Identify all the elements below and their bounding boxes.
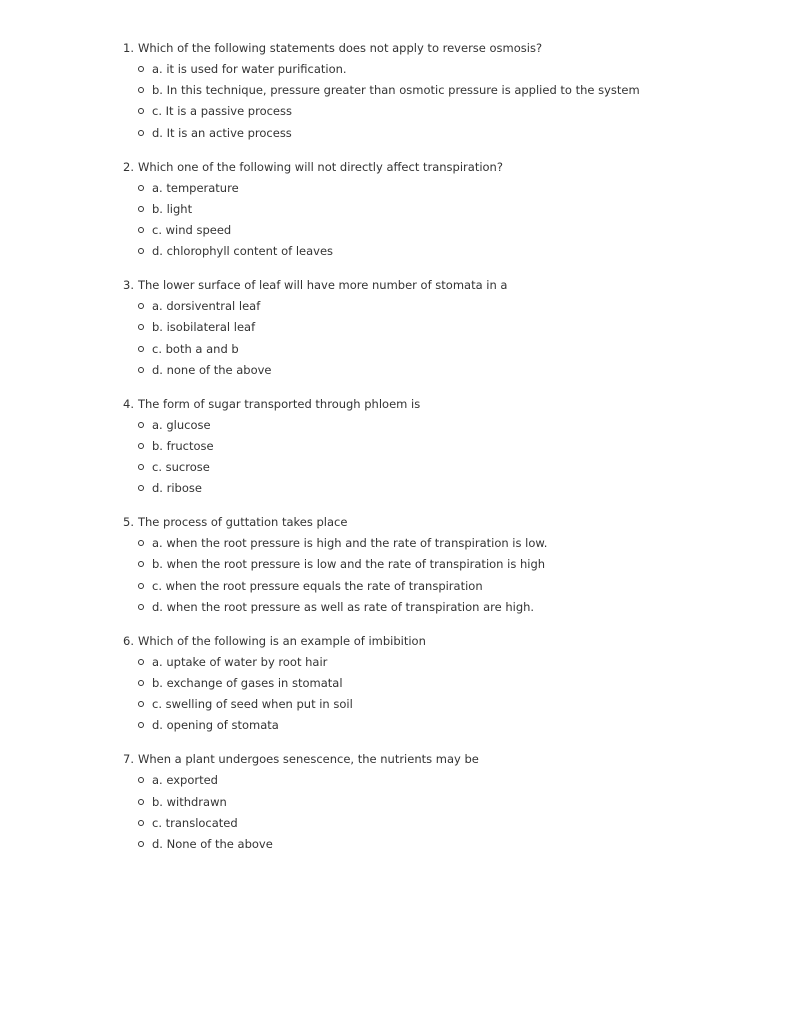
circle-bullet-icon (138, 799, 144, 805)
option-d (123, 362, 763, 378)
circle-bullet-icon (138, 722, 144, 728)
option-c (123, 578, 763, 594)
option-b (123, 201, 763, 217)
question-number: 1. (123, 41, 134, 55)
option-c (123, 696, 763, 712)
options-list (123, 535, 763, 615)
circle-bullet-icon (138, 130, 144, 136)
question-number: 5. (123, 515, 134, 530)
option-text: c. sucrose (152, 460, 210, 475)
circle-bullet-icon (138, 561, 144, 567)
option-text: d. opening of stomata (152, 718, 279, 733)
option-d (123, 125, 763, 141)
option-c (123, 341, 763, 357)
question-4 (123, 396, 763, 497)
circle-bullet-icon (138, 324, 144, 330)
circle-bullet-icon (138, 604, 144, 610)
question-list (123, 40, 763, 870)
question-heading (123, 633, 763, 649)
option-text: a. glucose (152, 417, 211, 432)
circle-bullet-icon (138, 206, 144, 212)
question-text: The process of guttation takes place (137, 515, 348, 530)
option-text: a. temperature (152, 180, 239, 195)
option-text: d. none of the above (152, 362, 272, 377)
option-b (123, 319, 763, 335)
circle-bullet-icon (138, 346, 144, 352)
question-2 (123, 159, 763, 260)
options-list (123, 772, 763, 852)
circle-bullet-icon (138, 443, 144, 449)
option-d (123, 836, 763, 852)
circle-bullet-icon (138, 422, 144, 428)
option-text: d. It is an active process (152, 125, 292, 140)
circle-bullet-icon (138, 841, 144, 847)
question-7 (123, 751, 763, 852)
option-text: b. when the root pressure is low and the rate of transpiration is high (152, 557, 546, 572)
option-text: b. exchange of gases in stomatal (152, 676, 343, 690)
circle-bullet-icon (138, 583, 144, 589)
option-a (123, 417, 763, 433)
option-c (123, 815, 763, 831)
question-text: The form of sugar transported through phloem is (137, 396, 421, 411)
option-text: d. ribose (152, 481, 202, 496)
option-a (123, 772, 763, 788)
circle-bullet-icon (138, 87, 144, 93)
question-heading (123, 40, 763, 56)
options-list (123, 180, 763, 260)
circle-bullet-icon (138, 303, 144, 309)
option-b (123, 556, 763, 572)
circle-bullet-icon (138, 777, 144, 783)
circle-bullet-icon (138, 540, 144, 546)
circle-bullet-icon (138, 680, 144, 686)
question-heading (123, 751, 763, 767)
option-text: b. withdrawn (152, 794, 227, 809)
option-b (123, 82, 763, 98)
option-text: a. it is used for water purification. (152, 62, 347, 76)
question-1 (123, 40, 763, 141)
question-heading (123, 514, 763, 530)
option-text: a. when the root pressure is high and the rate of transpiration is low. (152, 536, 548, 551)
option-d (123, 480, 763, 496)
circle-bullet-icon (138, 820, 144, 826)
options-list (123, 298, 763, 378)
question-number: 4. (123, 396, 134, 411)
option-c (123, 222, 763, 238)
question-text: The lower surface of leaf will have more number of stomata in a (137, 278, 508, 293)
option-b (123, 794, 763, 810)
question-text: Which one of the following will not directly affect transpiration? (137, 159, 503, 174)
question-heading (123, 159, 763, 175)
question-5 (123, 514, 763, 615)
option-text: b. In this technique, pressure greater than osmotic pressure is applied to the system (152, 83, 640, 98)
question-heading (123, 277, 763, 293)
option-text: a. uptake of water by root hair (152, 654, 328, 669)
option-b (123, 438, 763, 454)
option-a (123, 654, 763, 670)
circle-bullet-icon (138, 227, 144, 233)
circle-bullet-icon (138, 659, 144, 665)
option-a (123, 535, 763, 551)
option-text: b. isobilateral leaf (152, 320, 256, 335)
circle-bullet-icon (138, 185, 144, 191)
option-text: d. None of the above (152, 836, 273, 851)
option-text: c. when the root pressure equals the rate of transpiration (152, 578, 483, 593)
question-number: 3. (123, 278, 134, 293)
option-text: c. wind speed (152, 222, 232, 237)
option-c (123, 459, 763, 475)
circle-bullet-icon (138, 66, 144, 72)
option-d (123, 599, 763, 615)
option-text: d. when the root pressure as well as rate of transpiration are high. (152, 599, 535, 614)
option-a (123, 180, 763, 196)
question-heading (123, 396, 763, 412)
option-d (123, 717, 763, 733)
option-a (123, 298, 763, 314)
circle-bullet-icon (138, 701, 144, 707)
circle-bullet-icon (138, 464, 144, 470)
option-d (123, 243, 763, 259)
question-text: When a plant undergoes senescence, the nutrients may be (137, 752, 479, 767)
option-text: c. translocated (152, 815, 238, 830)
options-list (123, 654, 763, 734)
option-b (123, 675, 763, 691)
question-text: Which of the following statements does not apply to reverse osmosis? (137, 41, 543, 55)
question-number: 2. (123, 159, 134, 174)
option-text: b. fructose (152, 438, 214, 453)
question-number: 7. (123, 752, 134, 767)
option-text: b. light (152, 201, 193, 216)
question-text: Which of the following is an example of imbibition (137, 633, 426, 648)
circle-bullet-icon (138, 248, 144, 254)
circle-bullet-icon (138, 108, 144, 114)
option-a (123, 61, 763, 77)
option-text: a. dorsiventral leaf (152, 299, 261, 314)
question-number: 6. (123, 633, 134, 648)
circle-bullet-icon (138, 367, 144, 373)
options-list (123, 61, 763, 141)
option-text: d. chlorophyll content of leaves (152, 244, 334, 259)
option-text: c. both a and b (152, 341, 239, 356)
options-list (123, 417, 763, 497)
question-6 (123, 633, 763, 734)
option-c (123, 103, 763, 119)
question-3 (123, 277, 763, 378)
option-text: c. It is a passive process (152, 104, 292, 119)
circle-bullet-icon (138, 485, 144, 491)
option-text: a. exported (152, 773, 218, 788)
option-text: c. swelling of seed when put in soil (152, 697, 353, 712)
